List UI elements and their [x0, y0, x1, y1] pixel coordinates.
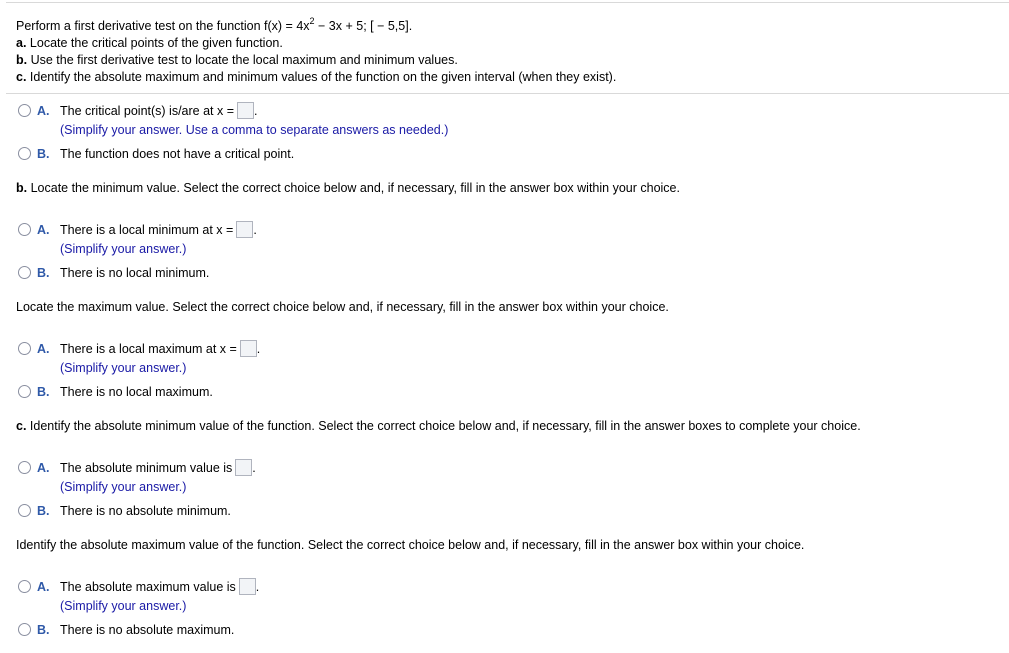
abs-min-prompt	[16, 419, 861, 434]
intro-exponent: 2	[309, 16, 315, 26]
choice-text: The absolute maximum value is	[60, 580, 236, 594]
local-max-choice-a[interactable]	[18, 340, 260, 357]
choice-text: The function does not have a critical point.	[60, 147, 295, 161]
part-c-text: Identify the absolute maximum and minimum values of the function on the given interval (when they exist).	[26, 70, 617, 84]
radio-button[interactable]	[18, 104, 31, 117]
local-min-hint: (Simplify your answer.)	[60, 242, 187, 256]
period: .	[254, 104, 258, 118]
question-intro	[16, 16, 413, 34]
abs-max-choice-a[interactable]	[18, 578, 259, 595]
radio-button[interactable]	[18, 504, 31, 517]
intro-text: Perform a first derivative test on the function f(x) = 4x	[16, 19, 310, 33]
period: .	[255, 580, 260, 594]
local-max-hint: (Simplify your answer.)	[60, 361, 187, 375]
local-min-answer-box[interactable]	[236, 221, 253, 238]
critical-choice-b[interactable]	[18, 147, 294, 162]
prompt-letter: b.	[16, 181, 28, 195]
choice-text: There is no absolute maximum.	[60, 623, 235, 637]
period: .	[253, 223, 257, 237]
choice-text: The critical point(s) is/are at x =	[60, 104, 235, 118]
abs-max-prompt: Identify the absolute maximum value of the function. Select the correct choice below and, if necessary, fill in the answer box within your choice.	[16, 538, 805, 552]
radio-button[interactable]	[18, 385, 31, 398]
local-min-choice-b[interactable]	[18, 266, 209, 281]
section-divider	[6, 93, 1009, 94]
local-max-prompt: Locate the maximum value. Select the correct choice below and, if necessary, fill in the answer box within your choice.	[16, 300, 669, 314]
choice-text: There is a local maximum at x =	[60, 342, 237, 356]
abs-min-hint: (Simplify your answer.)	[60, 480, 187, 494]
choice-text: There is a local minimum at x =	[60, 223, 234, 237]
choice-letter: A.	[37, 580, 50, 594]
radio-button[interactable]	[18, 266, 31, 279]
prompt-text: Locate the minimum value. Select the correct choice below and, if necessary, fill in the answer box within your choice.	[27, 181, 680, 195]
choice-text: There is no local minimum.	[60, 266, 210, 280]
abs-min-choice-a[interactable]	[18, 459, 256, 476]
abs-max-hint: (Simplify your answer.)	[60, 599, 187, 613]
radio-button[interactable]	[18, 223, 31, 236]
local-min-choice-a[interactable]	[18, 221, 257, 238]
radio-button[interactable]	[18, 147, 31, 160]
radio-button[interactable]	[18, 580, 31, 593]
part-c-letter: c.	[16, 70, 27, 84]
choice-letter: A.	[37, 223, 50, 237]
choice-letter: B.	[37, 385, 50, 399]
choice-letter: B.	[37, 266, 50, 280]
part-b-instruction	[16, 53, 458, 68]
part-b-text: Use the first derivative test to locate the local maximum and minimum values.	[27, 53, 458, 67]
part-b-letter: b.	[16, 53, 28, 67]
choice-text: There is no absolute minimum.	[60, 504, 231, 518]
abs-max-answer-box[interactable]	[239, 578, 256, 595]
critical-points-answer-box[interactable]	[237, 102, 254, 119]
local-max-answer-box[interactable]	[240, 340, 257, 357]
critical-hint: (Simplify your answer. Use a comma to separate answers as needed.)	[60, 123, 449, 137]
part-a-text: Locate the critical points of the given function.	[26, 36, 283, 50]
choice-letter: A.	[37, 461, 50, 475]
choice-letter: A.	[37, 342, 50, 356]
choice-text: There is no local maximum.	[60, 385, 213, 399]
period: .	[256, 342, 261, 356]
choice-letter: B.	[37, 147, 50, 161]
part-a-instruction	[16, 36, 283, 51]
choice-letter: A.	[37, 104, 50, 118]
prompt-letter: c.	[16, 419, 27, 433]
local-max-choice-b[interactable]	[18, 385, 213, 400]
choice-letter: B.	[37, 623, 50, 637]
top-divider	[6, 2, 1009, 3]
part-c-instruction	[16, 70, 616, 85]
prompt-text: Identify the absolute minimum value of the function. Select the correct choice below and, if necessary, fill in the answer boxes to complete your choice.	[26, 419, 861, 433]
abs-min-choice-b[interactable]	[18, 504, 231, 519]
part-a-letter: a.	[16, 36, 27, 50]
radio-button[interactable]	[18, 461, 31, 474]
abs-max-choice-b[interactable]	[18, 623, 234, 638]
radio-button[interactable]	[18, 623, 31, 636]
local-min-prompt	[16, 181, 680, 196]
abs-min-answer-box[interactable]	[235, 459, 252, 476]
critical-choice-a[interactable]	[18, 102, 258, 119]
intro-text-end: − 3x + 5; [ − 5,5].	[314, 19, 413, 33]
choice-letter: B.	[37, 504, 50, 518]
period: .	[252, 461, 256, 475]
radio-button[interactable]	[18, 342, 31, 355]
choice-text: The absolute minimum value is	[60, 461, 233, 475]
